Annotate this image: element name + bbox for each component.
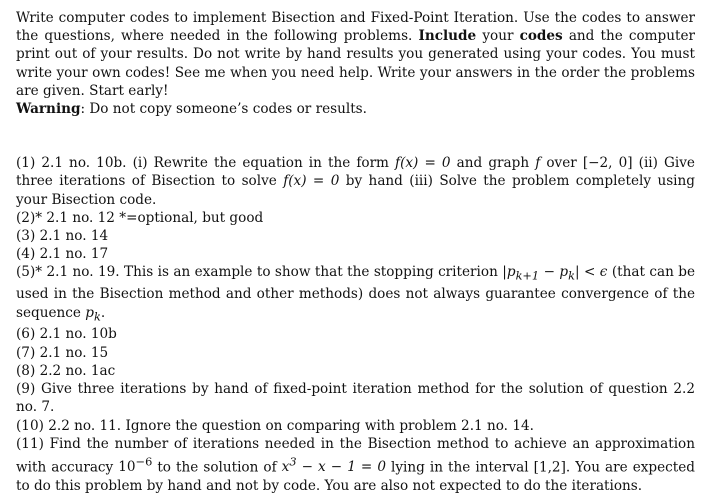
math-expression: $10^{-6}$ bbox=[118, 454, 153, 476]
problem-10: (10) 2.2 no. 11. Ignore the question on comparing with problem 2.1 no. 14. bbox=[16, 417, 534, 434]
math-expression: $x^3 - x - 1 = 0$ bbox=[281, 454, 386, 476]
math-expression: $p_k$ bbox=[85, 304, 101, 324]
include-emphasis: Include bbox=[418, 28, 477, 45]
math-expression: f(x) = 0 bbox=[283, 173, 340, 190]
problem-list bbox=[16, 154, 695, 495]
math-expression: f(x) = 0 bbox=[395, 155, 451, 172]
math-expression: [−2, 0] bbox=[582, 155, 633, 172]
math-expression: $|p_{k+1} - p_k| < \epsilon$ bbox=[502, 264, 608, 284]
warning-label: Warning bbox=[16, 101, 81, 118]
problem-2: (2)* 2.1 no. 12 *=optional, but good bbox=[16, 209, 264, 226]
problem-8: (8) 2.2 no. 1ac bbox=[16, 362, 116, 379]
instructions-text: your bbox=[476, 28, 520, 45]
problem-5: (5)* 2.1 no. 19. This is an example to show that the stopping criterion $|p_{k+1} - p_k| < \epsilon$ (that can be used in the Bisection method and other methods) does not always guarantee convergence of the sequence $p_k$. bbox=[16, 264, 696, 324]
problem-7: (7) 2.1 no. 15 bbox=[16, 344, 109, 361]
warning-text: : Do not copy someone’s codes or results. bbox=[80, 101, 367, 118]
math-expression: f bbox=[535, 155, 541, 172]
problem-6: (6) 2.1 no. 10b bbox=[16, 326, 117, 343]
problem-1: (1) 2.1 no. 10b. (i) Rewrite the equation in the form f(x) = 0 and graph f over [−2, 0] (ii) Give three iterations of Bisection to solve f(x) = 0 by hand (iii) Solve the problem completely using your Bisection code. bbox=[16, 155, 695, 208]
instructions-text: Write computer codes to implement Bisection and Fixed-Point Iteration. Use the codes to answer the questions, where needed in the following problems. bbox=[16, 10, 695, 45]
problem-9: (9) Give three iterations by hand of fixed-point iteration method for the solution of question 2.2 no. 7. bbox=[16, 381, 695, 416]
instructions-paragraph bbox=[16, 9, 695, 118]
problem-11: (11) Find the number of iterations needed in the Bisection method to achieve an approximation with accuracy $10^{-6}$ to the solution of $x^3 - x - 1 = 0$ lying in the interval [1,2]. You are expected to do this problem by hand and not by code. You are also not expected to do the iterations. bbox=[16, 435, 695, 494]
instructions-text: and the computer print out of your results. Do not write by hand results you generated using your codes. You must write your own codes! See me when you need help. Write your answers in the order the problems are given. Start early! bbox=[16, 28, 696, 99]
section-spacer bbox=[16, 118, 695, 154]
problem-3: (3) 2.1 no. 14 bbox=[16, 228, 109, 245]
problem-4: (4) 2.1 no. 17 bbox=[16, 246, 109, 263]
document-page bbox=[16, 9, 695, 495]
codes-emphasis: codes bbox=[519, 28, 563, 45]
